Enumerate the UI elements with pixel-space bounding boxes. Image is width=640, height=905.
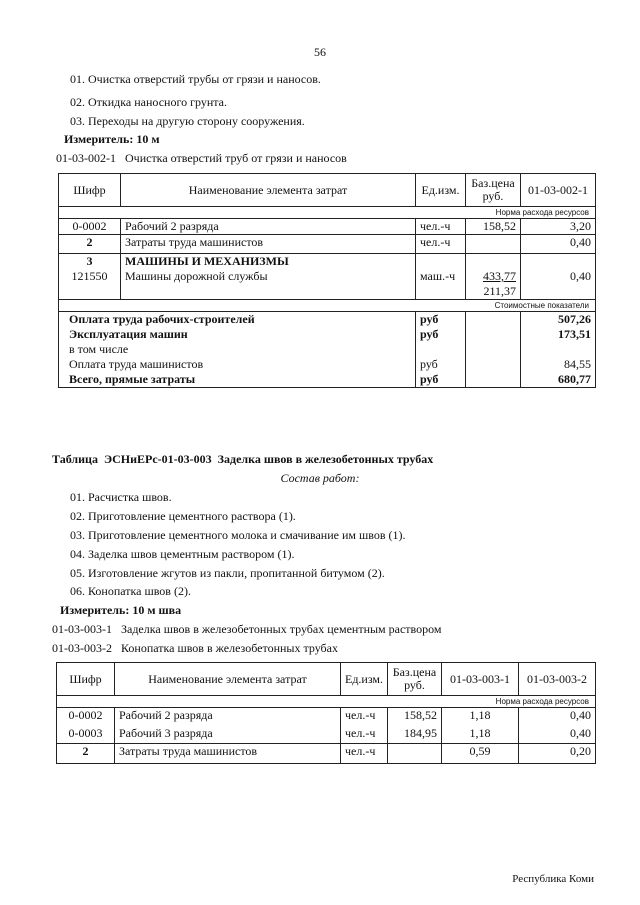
cell-value: 0,40 <box>519 708 596 726</box>
cost-unit: руб <box>416 372 466 388</box>
cell-unit: чел.-ч <box>341 726 388 744</box>
cell-value: 3,20 <box>521 219 596 235</box>
footer-region: Республика Коми <box>512 873 594 885</box>
cell-code: 0-0002 <box>59 219 121 235</box>
cost-unit: руб <box>416 312 466 328</box>
cost-row <box>59 327 596 342</box>
work-item: 03. Приготовление цементного молока и смачивание им швов (1). <box>70 528 406 542</box>
measure-unit: Измеритель: 10 м шва <box>60 603 182 617</box>
header-name: Наименование элемента затрат <box>121 174 416 207</box>
cost-name: Оплата труда машинистов <box>59 357 416 372</box>
price-bottom: 211,37 <box>483 284 516 298</box>
norm-label: Норма расхода ресурсов <box>57 696 596 708</box>
cell-code: 2 <box>59 235 121 254</box>
cost-row <box>59 372 596 388</box>
header-unit: Ед.изм. <box>416 174 466 207</box>
work-item: 03. Переходы на другую сторону сооружения. <box>70 114 305 128</box>
cell-value: 0,59 <box>442 744 519 764</box>
cost-name: Всего, прямые затраты <box>59 372 416 388</box>
cell-price: 158,52 <box>466 219 521 235</box>
cell-code: 3 <box>59 254 121 270</box>
cell-name: Рабочий 2 разряда <box>121 219 416 235</box>
code-line: 01-03-002-1 Очистка отверстий труб от грязи и наносов <box>56 151 347 165</box>
cost-name: в том числе <box>59 342 416 357</box>
cell-unit: чел.-ч <box>416 219 466 235</box>
cell-unit: маш.-ч <box>416 269 466 300</box>
cost-row <box>59 357 596 372</box>
cost-value: 680,77 <box>521 372 596 388</box>
table-row-section <box>59 254 596 270</box>
cost-row <box>59 312 596 328</box>
header-code: Шифр <box>57 663 115 696</box>
measure-unit: Измеритель: 10 м <box>64 132 160 146</box>
work-item: 05. Изготовление жгутов из пакли, пропитанной битумом (2). <box>70 566 385 580</box>
cell-code: 0-0003 <box>57 726 115 744</box>
cell-value: 0,40 <box>521 235 596 254</box>
table-row <box>59 219 596 235</box>
cost-value: 507,26 <box>521 312 596 328</box>
header-col1: 01-03-003-1 <box>442 663 519 696</box>
code-line: 01-03-003-1 Заделка швов в железобетонных трубах цементным раствором <box>52 622 442 636</box>
code-line: 01-03-003-2 Конопатка швов в железобетонных трубах <box>52 641 338 655</box>
cell-name: Затраты труда машинистов <box>115 744 341 764</box>
header-code: Шифр <box>59 174 121 207</box>
cell-name: МАШИНЫ И МЕХАНИЗМЫ <box>121 254 416 270</box>
header-col1: 01-03-002-1 <box>521 174 596 207</box>
cell-unit: чел.-ч <box>341 744 388 764</box>
cost-label: Стоимостные показатели <box>59 300 596 312</box>
cell-name: Рабочий 2 разряда <box>115 708 341 726</box>
work-item: 01. Очистка отверстий трубы от грязи и наносов. <box>70 72 321 86</box>
cell-name: Машины дорожной службы <box>121 269 416 300</box>
table-row <box>59 269 596 300</box>
cell-code: 0-0002 <box>57 708 115 726</box>
cell-value: 0,40 <box>519 726 596 744</box>
cell-value: 0,20 <box>519 744 596 764</box>
cell-value: 1,18 <box>442 726 519 744</box>
table-row <box>57 744 596 764</box>
cell-price: 158,52 <box>388 708 442 726</box>
cost-table-1 <box>58 173 596 388</box>
cell-price: 184,95 <box>388 726 442 744</box>
header-col2: 01-03-003-2 <box>519 663 596 696</box>
price-top: 433,77 <box>483 269 516 283</box>
cost-row <box>59 342 596 357</box>
header-price: Баз.цена руб. <box>388 663 442 696</box>
page-number: 56 <box>314 45 326 59</box>
cell-price <box>466 269 521 300</box>
table-row <box>57 726 596 744</box>
header-name: Наименование элемента затрат <box>115 663 341 696</box>
work-item: 01. Расчистка швов. <box>70 490 172 504</box>
cost-name: Эксплуатация машин <box>59 327 416 342</box>
work-item: 02. Приготовление цементного раствора (1). <box>70 509 296 523</box>
table-title: Таблица ЭСНиЕРс-01-03-003 Заделка швов в железобетонных трубах <box>52 452 434 466</box>
cost-name: Оплата труда рабочих-строителей <box>59 312 416 328</box>
table-row <box>59 235 596 254</box>
cell-unit: чел.-ч <box>341 708 388 726</box>
works-subtitle: Состав работ: <box>280 471 360 485</box>
cost-table-2 <box>56 662 596 764</box>
cell-code: 121550 <box>59 269 121 300</box>
cost-value: 84,55 <box>521 357 596 372</box>
cost-unit: руб <box>416 327 466 342</box>
work-item: 02. Откидка наносного грунта. <box>70 95 227 109</box>
cell-name: Затраты труда машинистов <box>121 235 416 254</box>
cell-value: 0,40 <box>521 269 596 300</box>
cell-unit: чел.-ч <box>416 235 466 254</box>
work-item: 04. Заделка швов цементным раствором (1). <box>70 547 295 561</box>
norm-label: Норма расхода ресурсов <box>59 207 596 219</box>
table-row <box>57 708 596 726</box>
cell-name: Рабочий 3 разряда <box>115 726 341 744</box>
cell-code: 2 <box>57 744 115 764</box>
header-unit: Ед.изм. <box>341 663 388 696</box>
cell-value: 1,18 <box>442 708 519 726</box>
cost-unit: руб <box>416 357 466 372</box>
cell-price <box>388 744 442 764</box>
cell-price <box>466 235 521 254</box>
header-price: Баз.цена руб. <box>466 174 521 207</box>
work-item: 06. Конопатка швов (2). <box>70 584 191 598</box>
cost-value: 173,51 <box>521 327 596 342</box>
